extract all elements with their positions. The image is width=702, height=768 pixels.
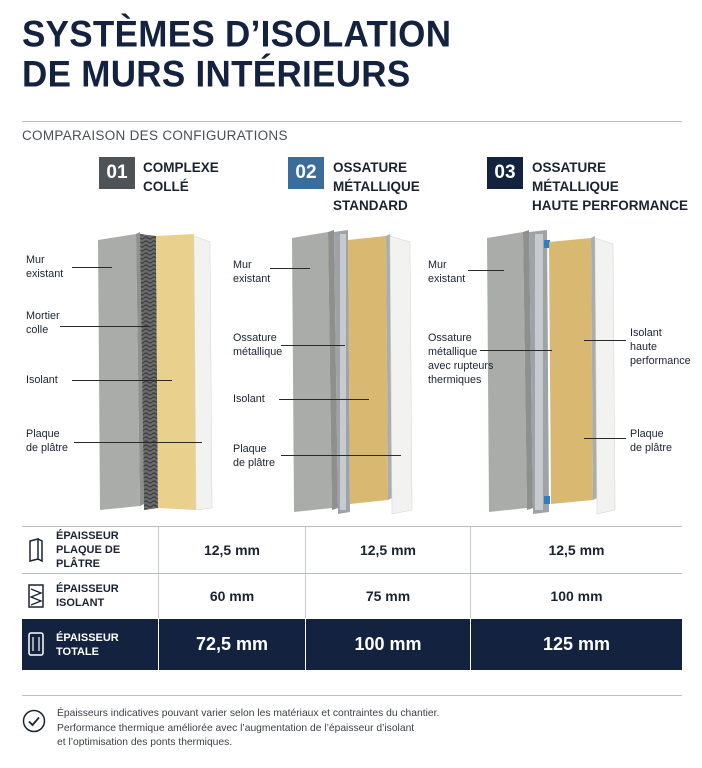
config-1-number: 01 (99, 157, 135, 189)
row-header-plasterboard: ÉPAISSEUR PLAQUE DE PLÂTRE (22, 527, 158, 573)
config-2-label-insulation: Isolant (233, 393, 265, 405)
title-divider (22, 121, 682, 122)
config-2-leader-frame (281, 345, 345, 346)
footnote (57, 707, 439, 751)
value-total-config-2: 100 mm (354, 634, 422, 654)
config-3-label-plaster: Plaque de plâtre (630, 428, 673, 454)
value-plasterboard-config-3: 12,5 mm (548, 542, 605, 558)
table-row-plasterboard (22, 527, 682, 573)
value-total-config-3: 125 mm (542, 634, 611, 654)
footnote-line-2: Performance thermique améliorée avec l’augmentation de l’épaisseur d’isolant (57, 722, 415, 734)
value-plasterboard-config-2: 12,5 mm (359, 542, 417, 558)
config-3-number: 03 (487, 157, 523, 189)
wall-section-1-illustration (96, 228, 218, 516)
table-row-total (22, 619, 682, 670)
config-2-label-plaster: Plaque de plâtre (233, 443, 276, 469)
page-title (22, 14, 682, 94)
table-row-insulation (22, 574, 682, 618)
config-2-leader-insulation (279, 399, 369, 400)
row-header-total: ÉPAISSEUR TOTALE (22, 619, 158, 670)
config-2-label-wall: Mur existant (233, 259, 271, 285)
config-1-leader-mortar (60, 326, 150, 327)
config-3-leader-insulation (584, 340, 626, 341)
insulation-icon (26, 583, 46, 609)
wall-section-2-illustration (290, 226, 414, 518)
section-subtitle: COMPARAISON DES CONFIGURATIONS (22, 128, 288, 143)
row-header-insulation: ÉPAISSEUR ISOLANT (22, 574, 158, 618)
config-3-leader-plaster (584, 438, 626, 439)
config-3-label-frame: Ossature métallique avec rupteurs thermiques (428, 332, 494, 386)
value-insulation-config-2: 75 mm (365, 588, 411, 604)
config-1-label-mortar: Mortier colle (26, 310, 60, 336)
config-3-leader-wall (468, 270, 504, 271)
config-1-label-wall: Mur existant (26, 254, 64, 280)
footnote-line-3: et l’optimisation des ponts thermiques. (57, 737, 233, 748)
title-line-2: DE MURS INTÉRIEURS (22, 54, 411, 95)
config-2-leader-plaster (281, 455, 401, 456)
value-plasterboard-config-1: 12,5 mm (203, 542, 261, 558)
config-3-title: OSSATURE MÉTALLIQUE HAUTE PERFORMANCE (532, 160, 689, 213)
wall-thickness-icon (26, 631, 46, 657)
value-total-config-1: 72,5 mm (195, 634, 269, 654)
config-2-label-frame: Ossature métallique (233, 332, 283, 358)
config-1-label-plaster: Plaque de plâtre (26, 428, 69, 454)
config-2-number: 02 (288, 157, 324, 189)
config-1-leader-insulation (72, 380, 172, 381)
config-3-label-insulation: Isolant haute performance (630, 327, 691, 367)
footnote-line-1: Épaisseurs indicatives pouvant varier selon les matériaux et contraintes du chantier. (57, 708, 440, 719)
wall-section-3-illustration (485, 226, 617, 518)
config-1-leader-plaster (74, 442, 202, 443)
config-1-title: COMPLEXE COLLÉ (143, 160, 219, 194)
config-1-leader-wall (72, 267, 112, 268)
config-3-leader-frame (480, 350, 552, 351)
config-2-leader-wall (270, 268, 310, 269)
config-1-label-insulation: Isolant (26, 374, 58, 386)
value-insulation-config-1: 60 mm (209, 588, 255, 604)
footnote-rule (22, 695, 682, 696)
config-2-title: OSSATURE MÉTALLIQUE STANDARD (333, 160, 420, 213)
title-line-1: SYSTÈMES D’ISOLATION (22, 14, 452, 55)
config-3-label-wall: Mur existant (428, 259, 466, 285)
check-circle-icon (22, 709, 46, 733)
plasterboard-icon (26, 537, 46, 563)
value-insulation-config-3: 100 mm (550, 588, 603, 604)
